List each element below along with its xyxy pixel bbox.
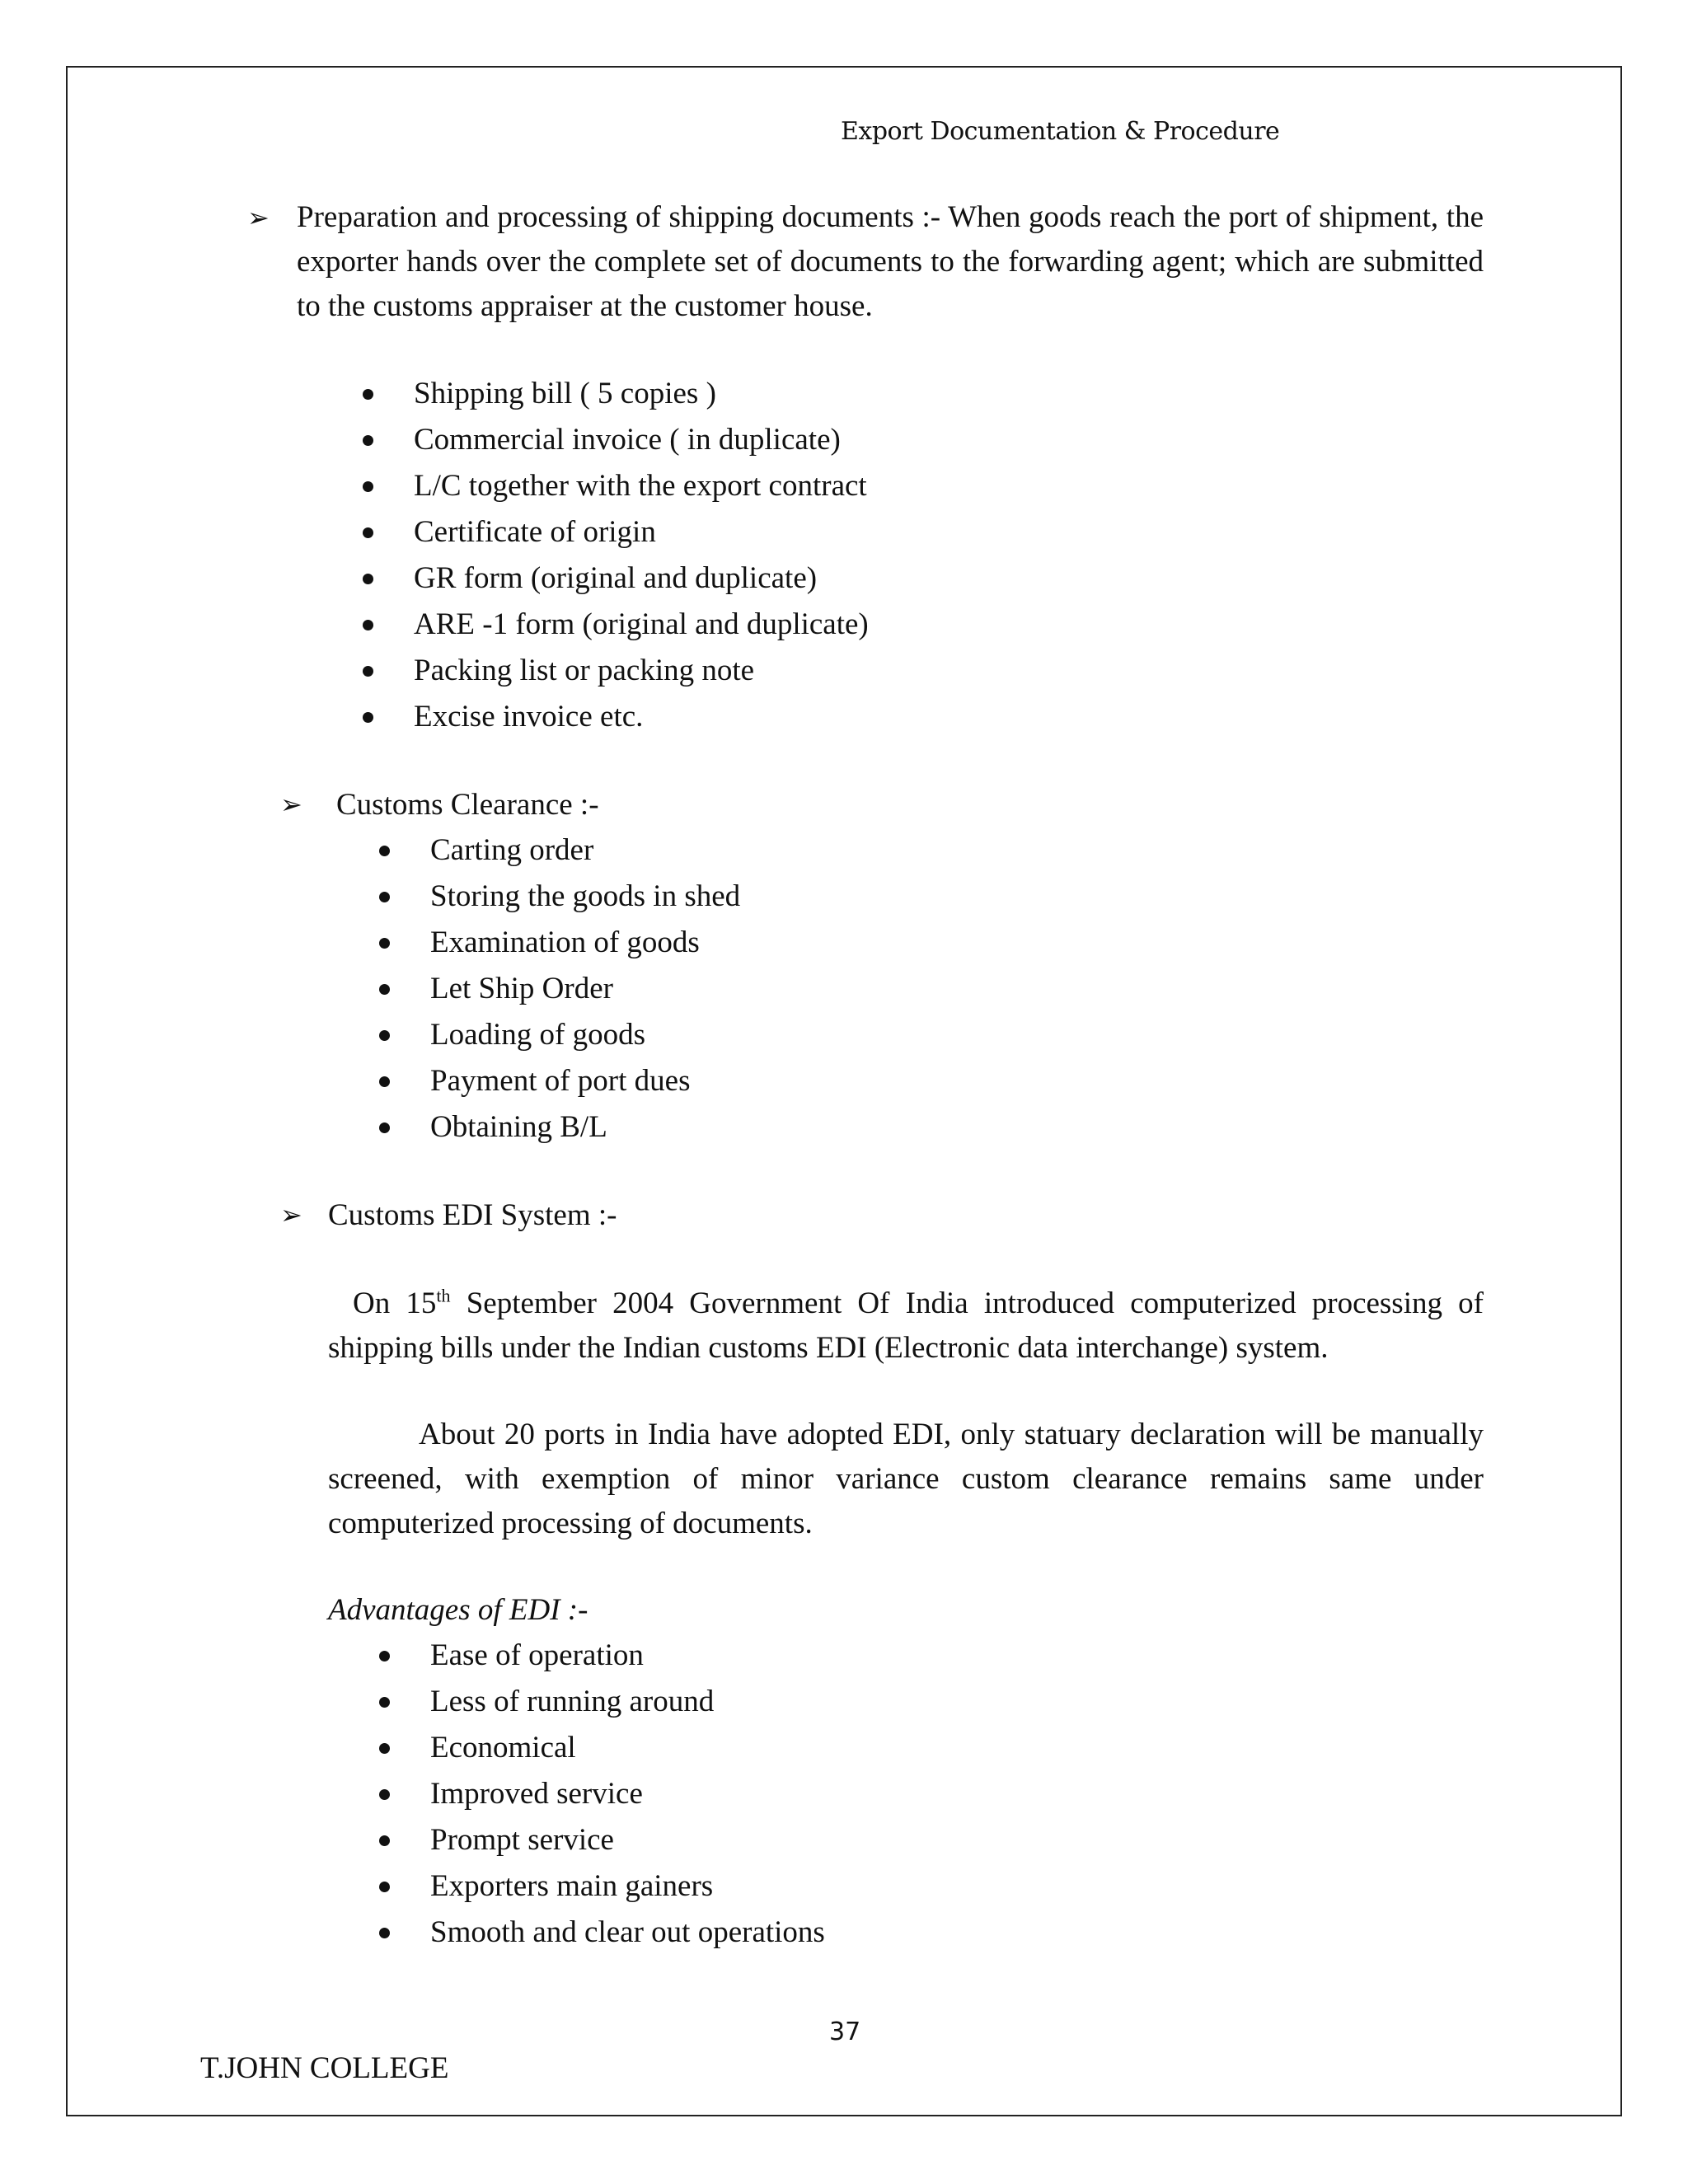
bullet-dot-icon [379, 846, 390, 856]
bullet-dot-icon [379, 1882, 390, 1892]
list-item [363, 694, 1434, 740]
arrow-bullet-icon: ➢ [280, 789, 302, 820]
list-item-text: Economical [430, 1731, 576, 1765]
bullet-dot-icon [379, 1122, 390, 1133]
list-item [379, 1863, 1451, 1910]
list-item [379, 1058, 1451, 1104]
list-item [379, 966, 1451, 1012]
list-item-text: Exporters main gainers [430, 1869, 714, 1903]
list-item [379, 1817, 1451, 1863]
bullet-dot-icon [379, 1076, 390, 1087]
list-item [363, 463, 1434, 509]
list-item-text: Certificate of origin [414, 515, 656, 549]
list-item [363, 509, 1434, 555]
list-item-text: Examination of goods [430, 926, 700, 959]
bullet-dot-icon [363, 435, 373, 446]
list-item [379, 1012, 1451, 1058]
college-footer: T.JOHN COLLEGE [200, 2051, 449, 2085]
list-item-text: Improved service [430, 1777, 643, 1811]
list-item-text: GR form (original and duplicate) [414, 561, 818, 595]
bullet-dot-icon [363, 389, 373, 400]
list-item [363, 602, 1434, 648]
bullet-dot-icon [363, 620, 373, 630]
list-item-text: Less of running around [430, 1685, 715, 1718]
edi-intro-prefix: On 15 [353, 1286, 437, 1320]
bullet-dot-icon [363, 481, 373, 492]
list-item [363, 417, 1434, 463]
ordinal-suffix: th [436, 1285, 451, 1306]
list-item [379, 1679, 1451, 1725]
list-item [379, 1104, 1451, 1151]
customs-edi-heading: Customs EDI System :- [328, 1198, 617, 1232]
list-item [379, 920, 1451, 966]
list-item-text: Payment of port dues [430, 1064, 691, 1098]
bullet-dot-icon [379, 892, 390, 902]
list-item-text: Shipping bill ( 5 copies ) [414, 377, 716, 410]
list-item-text: ARE -1 form (original and duplicate) [414, 607, 869, 641]
list-item [379, 874, 1451, 920]
bullet-dot-icon [363, 666, 373, 677]
bullet-dot-icon [379, 1835, 390, 1846]
bullet-dot-icon [379, 1743, 390, 1754]
edi-advantages-list [379, 1633, 1451, 1956]
bullet-dot-icon [363, 712, 373, 723]
list-item-text: Smooth and clear out operations [430, 1915, 825, 1949]
list-item-text: Ease of operation [430, 1638, 644, 1672]
running-header: Export Documentation & Procedure [841, 117, 1280, 146]
bullet-dot-icon [363, 527, 373, 538]
edi-intro-suffix: September 2004 Government Of India introduced computerized processing of shipping bills under the Indian customs EDI (Electronic data interchange) system. [328, 1286, 1484, 1365]
customs-clearance-heading: Customs Clearance :- [336, 788, 599, 822]
list-item-text: Storing the goods in shed [430, 879, 741, 913]
list-item [363, 648, 1434, 694]
arrow-bullet-icon: ➢ [280, 1199, 302, 1230]
bullet-dot-icon [379, 1789, 390, 1800]
bullet-dot-icon [363, 574, 373, 584]
bullet-dot-icon [379, 1030, 390, 1041]
list-item-text: Carting order [430, 833, 594, 867]
shipping-documents-paragraph: Preparation and processing of shipping documents :- When goods reach the port of shipment, the exporter hands over the complete set of documents to the forwarding agent; which are submitted to the customs appraiser at the customer house. [297, 200, 1484, 323]
list-item-text: Let Ship Order [430, 972, 613, 1005]
shipping-documents-list [363, 371, 1434, 740]
list-item-text: Packing list or packing note [414, 654, 755, 687]
list-item-text: L/C together with the export contract [414, 469, 867, 503]
edi-ports-paragraph: About 20 ports in India have adopted EDI, only statuary declaration will be manually screened, with exemption of minor variance custom clearance remains same under computerized processing of documents. [328, 1418, 1484, 1540]
page-number: 37 [829, 2018, 861, 2046]
edi-advantages-heading: Advantages of EDI :- [328, 1593, 588, 1627]
list-item [379, 1771, 1451, 1817]
bullet-dot-icon [379, 984, 390, 995]
edi-intro-paragraph [328, 1282, 1484, 1371]
bullet-dot-icon [379, 938, 390, 949]
bullet-dot-icon [379, 1928, 390, 1938]
customs-clearance-list [379, 827, 1451, 1151]
arrow-bullet-icon: ➢ [247, 202, 270, 233]
list-item-text: Obtaining B/L [430, 1110, 607, 1144]
list-item [379, 1633, 1451, 1679]
list-item-text: Loading of goods [430, 1018, 646, 1052]
list-item-text: Prompt service [430, 1823, 614, 1857]
bullet-dot-icon [379, 1697, 390, 1708]
list-item-text: Commercial invoice ( in duplicate) [414, 423, 841, 457]
list-item-text: Excise invoice etc. [414, 700, 644, 733]
list-item [363, 555, 1434, 602]
list-item [379, 1725, 1451, 1771]
list-item [379, 1910, 1451, 1956]
list-item [379, 827, 1451, 874]
bullet-dot-icon [379, 1651, 390, 1661]
list-item [363, 371, 1434, 417]
